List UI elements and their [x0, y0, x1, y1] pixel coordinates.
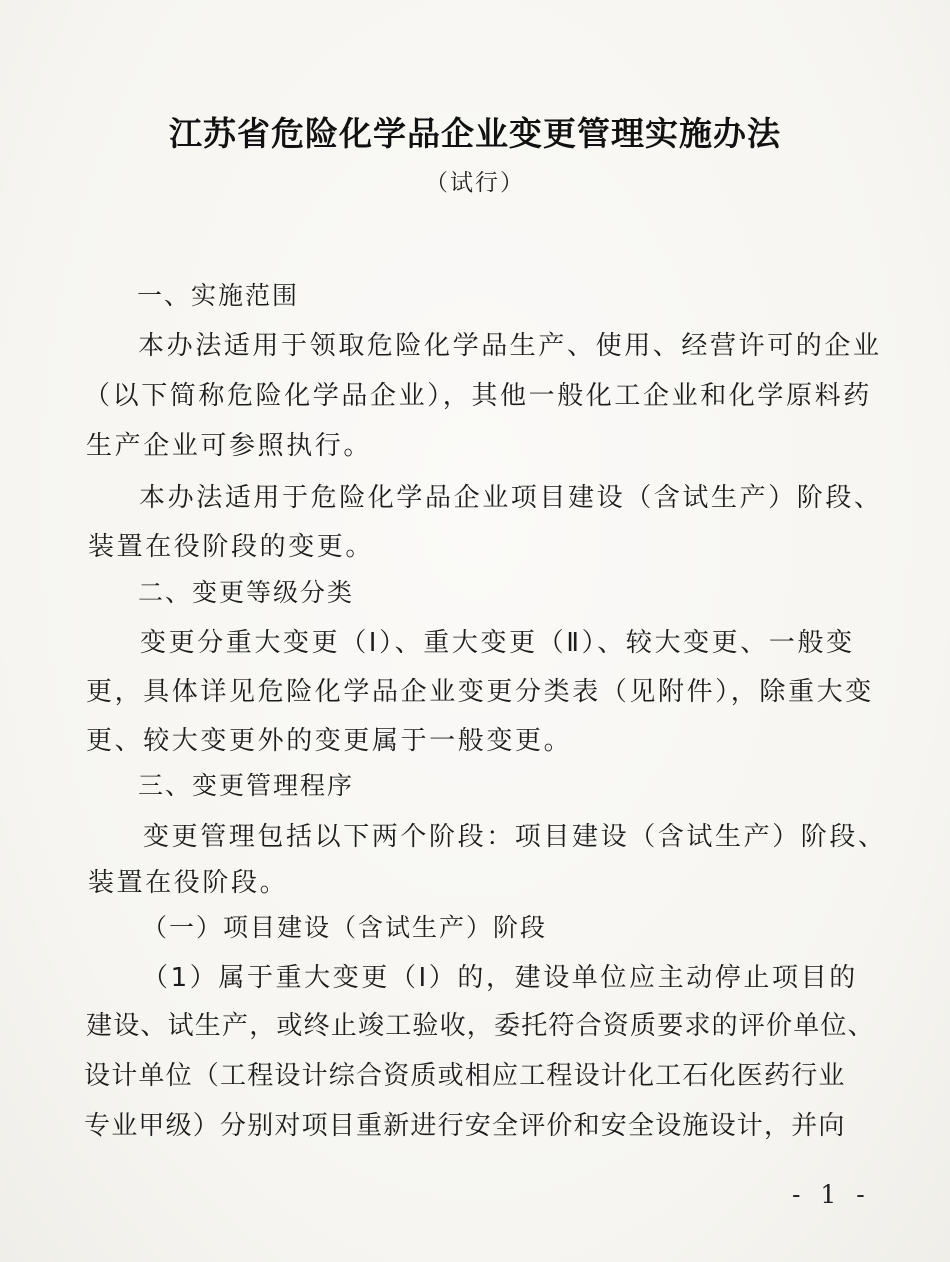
paragraph-line: 更，具体详见危险化学品企业变更分类表（见附件），除重大变	[86, 677, 874, 707]
paragraph-line: 变更管理包括以下两个阶段：项目建设（含试生产）阶段、	[143, 822, 887, 852]
paragraph-line: 本办法适用于危险化学品企业项目建设（含试生产）阶段、	[139, 483, 883, 513]
paragraph-line: 更、较大变更外的变更属于一般变更。	[86, 726, 573, 756]
paragraph-line: 设计单位（工程设计综合资质或相应工程设计化工石化医药行业	[84, 1061, 846, 1091]
page-number: - 1 -	[792, 1180, 871, 1209]
paragraph-line: 建设、试生产，或终止竣工验收，委托符合资质要求的评价单位、	[86, 1011, 875, 1041]
paragraph-line: 生产企业可参照执行。	[86, 431, 373, 461]
paragraph-line: 变更分重大变更（Ⅰ）、重大变更（Ⅱ）、较大变更、一般变	[140, 628, 855, 658]
section-heading-3: 三、变更管理程序	[138, 771, 355, 800]
section-heading-2: 二、变更等级分类	[138, 578, 355, 607]
subsection-heading: （一）项目建设（含试生产）阶段	[142, 913, 548, 942]
paragraph-line: 专业甲级）分别对项目重新进行安全评价和安全设施设计，并向	[84, 1111, 846, 1141]
document-title: 江苏省危险化学品企业变更管理实施办法	[169, 114, 781, 153]
document-subtitle: （试行）	[425, 170, 525, 196]
paragraph-line: 装置在役阶段。	[88, 868, 289, 898]
paragraph-line: 装置在役阶段的变更。	[88, 532, 375, 562]
paragraph-line: （以下简称危险化学品企业），其他一般化工企业和化学原料药	[84, 381, 872, 411]
section-heading-1: 一、实施范围	[137, 281, 300, 310]
paragraph-line: 本办法适用于领取危险化学品生产、使用、经营许可的企业	[138, 331, 882, 361]
paragraph-line: （1）属于重大变更（Ⅰ）的，建设单位应主动停止项目的	[142, 963, 858, 993]
